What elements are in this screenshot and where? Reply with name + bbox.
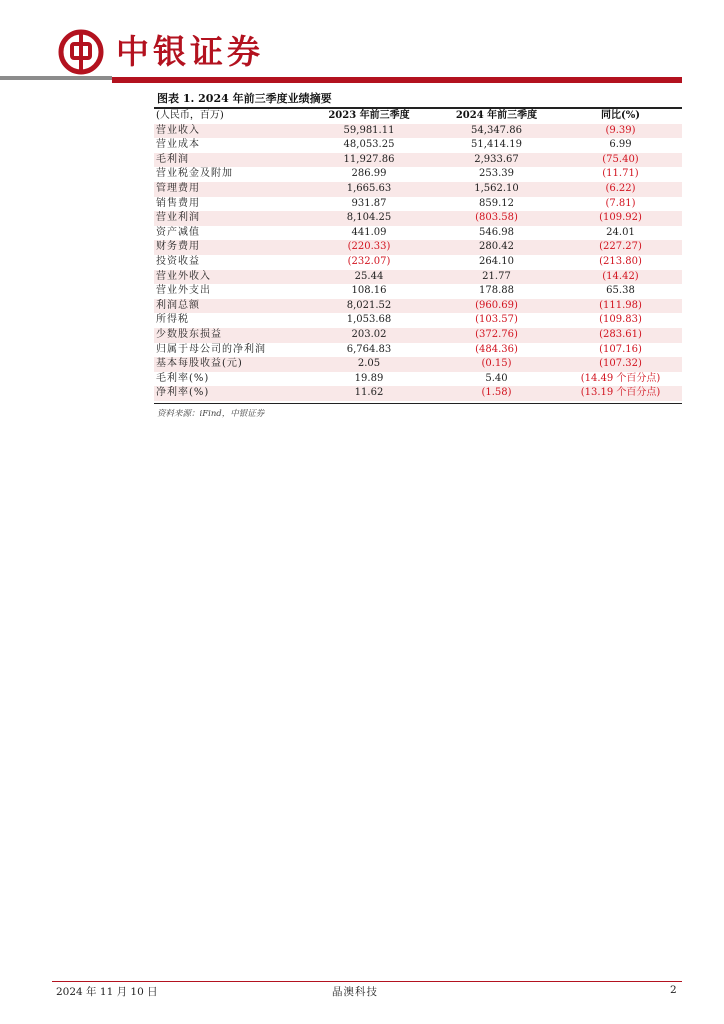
row-label: 所得税 (156, 314, 189, 326)
table-row (154, 124, 682, 139)
value-2023: 11.62 (304, 386, 434, 401)
value-yoy: 6.99 (609, 139, 632, 151)
table-bottom-rule (154, 403, 682, 404)
bank-of-china-logo-icon (58, 29, 104, 75)
value-2023: 2.05 (304, 357, 434, 372)
value-yoy: (75.40) (559, 153, 682, 168)
row-label: 营业收入 (154, 124, 304, 139)
row-label: 营业成本 (156, 139, 200, 151)
table-row (154, 226, 682, 241)
row-label: 营业外支出 (156, 285, 211, 297)
value-2023: 931.87 (351, 197, 387, 209)
row-label: 毛利润 (154, 153, 304, 168)
value-yoy: (6.22) (559, 182, 682, 197)
row-label: 财务费用 (154, 240, 304, 255)
value-yoy: (109.92) (559, 211, 682, 226)
value-2023: (232.07) (347, 255, 391, 267)
value-yoy: (13.19 个百分点) (559, 386, 682, 401)
value-2024: (372.76) (434, 328, 559, 343)
value-2024: (484.36) (475, 343, 518, 355)
value-2024: 5.40 (485, 372, 508, 384)
value-yoy: (109.83) (599, 314, 642, 326)
value-yoy: (14.42) (559, 270, 682, 285)
table-row (154, 313, 682, 328)
table-row (154, 386, 682, 401)
header-rule-dark (0, 76, 112, 80)
value-2023: 48,053.25 (343, 139, 395, 151)
table-row (154, 372, 682, 387)
table-row (154, 284, 682, 299)
source-note: 资料来源：iFind，中银证券 (157, 409, 265, 419)
value-yoy: (107.32) (559, 357, 682, 372)
value-2024: (0.15) (434, 357, 559, 372)
value-yoy: (213.80) (599, 255, 642, 267)
value-yoy: (7.81) (605, 197, 636, 209)
row-label: 利润总额 (154, 299, 304, 314)
table-row (154, 138, 682, 153)
value-2023: 441.09 (351, 226, 387, 238)
value-2024: (960.69) (434, 299, 559, 314)
value-2024: 859.12 (479, 197, 514, 209)
value-2024: (1.58) (434, 386, 559, 401)
row-label: 投资收益 (156, 255, 200, 267)
value-2024: 280.42 (434, 240, 559, 255)
value-2024: 546.98 (479, 226, 514, 238)
column-header: 2023 年前三季度 (328, 110, 410, 121)
row-label: 毛利率(%) (156, 372, 210, 384)
table-row (154, 343, 682, 358)
value-2024: (803.58) (434, 211, 559, 226)
value-2023: 8,021.52 (304, 299, 434, 314)
value-yoy: (283.61) (559, 328, 682, 343)
table-row (154, 255, 682, 270)
value-yoy: (14.49 个百分点) (580, 372, 661, 384)
figure-title: 图表 1. 2024 年前三季度业绩摘要 (157, 92, 332, 105)
value-yoy: (11.71) (602, 168, 639, 180)
table-row (154, 211, 682, 226)
page-number: 2 (670, 984, 677, 996)
table-row (154, 197, 682, 212)
value-yoy: (9.39) (559, 124, 682, 139)
footer-company: 晶澳科技 (332, 986, 378, 998)
value-2024: 1,562.10 (434, 182, 559, 197)
value-2024: 21.77 (434, 270, 559, 285)
column-header: 同比(%) (601, 110, 640, 121)
brand-logo (58, 28, 264, 76)
value-2023: 1,665.63 (304, 182, 434, 197)
value-yoy: (107.16) (599, 343, 642, 355)
table-header-row (154, 109, 682, 124)
table-row (154, 270, 682, 285)
value-2024: 253.39 (479, 168, 514, 180)
value-2023: 1,053.68 (346, 314, 392, 326)
table-row (154, 240, 682, 255)
footer-date: 2024 年 11 月 10 日 (56, 986, 158, 998)
value-2024: 51,414.19 (471, 139, 522, 151)
value-2024: 178.88 (479, 285, 514, 297)
value-2023: (220.33) (304, 240, 434, 255)
row-label: 营业税金及附加 (156, 168, 233, 180)
value-yoy: (227.27) (559, 240, 682, 255)
value-2023: 108.16 (351, 285, 387, 297)
header-rule (112, 77, 682, 83)
table-row (154, 299, 682, 314)
value-2024: 54,347.86 (434, 124, 559, 139)
value-2023: 8,104.25 (304, 211, 434, 226)
table-row (154, 167, 682, 182)
row-label: 资产减值 (156, 226, 200, 238)
brand-name: 中银证券 (116, 32, 264, 71)
table-row (154, 153, 682, 168)
table-row (154, 182, 682, 197)
value-2024: (103.57) (475, 314, 518, 326)
value-2023: 203.02 (304, 328, 434, 343)
value-2023: 11,927.86 (304, 153, 434, 168)
row-label: 归属于母公司的净利润 (156, 343, 266, 355)
footer-rule (52, 981, 682, 982)
value-2023: 25.44 (304, 270, 434, 285)
value-2024: 2,933.67 (434, 153, 559, 168)
column-header: (人民币，百万) (156, 110, 224, 121)
row-label: 销售费用 (156, 197, 200, 209)
row-label: 营业利润 (154, 211, 304, 226)
value-2023: 286.99 (351, 168, 387, 180)
row-label: 少数股东损益 (154, 328, 304, 343)
value-yoy: 24.01 (606, 226, 635, 238)
row-label: 管理费用 (154, 182, 304, 197)
row-label: 基本每股收益(元) (154, 357, 304, 372)
value-2023: 59,981.11 (304, 124, 434, 139)
value-2023: 19.89 (354, 372, 384, 384)
table-row (154, 328, 682, 343)
value-2023: 6,764.83 (346, 343, 392, 355)
row-label: 营业外收入 (154, 270, 304, 285)
value-2024: 264.10 (479, 255, 514, 267)
table-row (154, 357, 682, 372)
value-yoy: 65.38 (606, 285, 635, 297)
column-header: 2024 年前三季度 (455, 110, 538, 121)
row-label: 净利率(%) (154, 386, 304, 401)
financial-summary-table (154, 109, 682, 401)
value-yoy: (111.98) (559, 299, 682, 314)
